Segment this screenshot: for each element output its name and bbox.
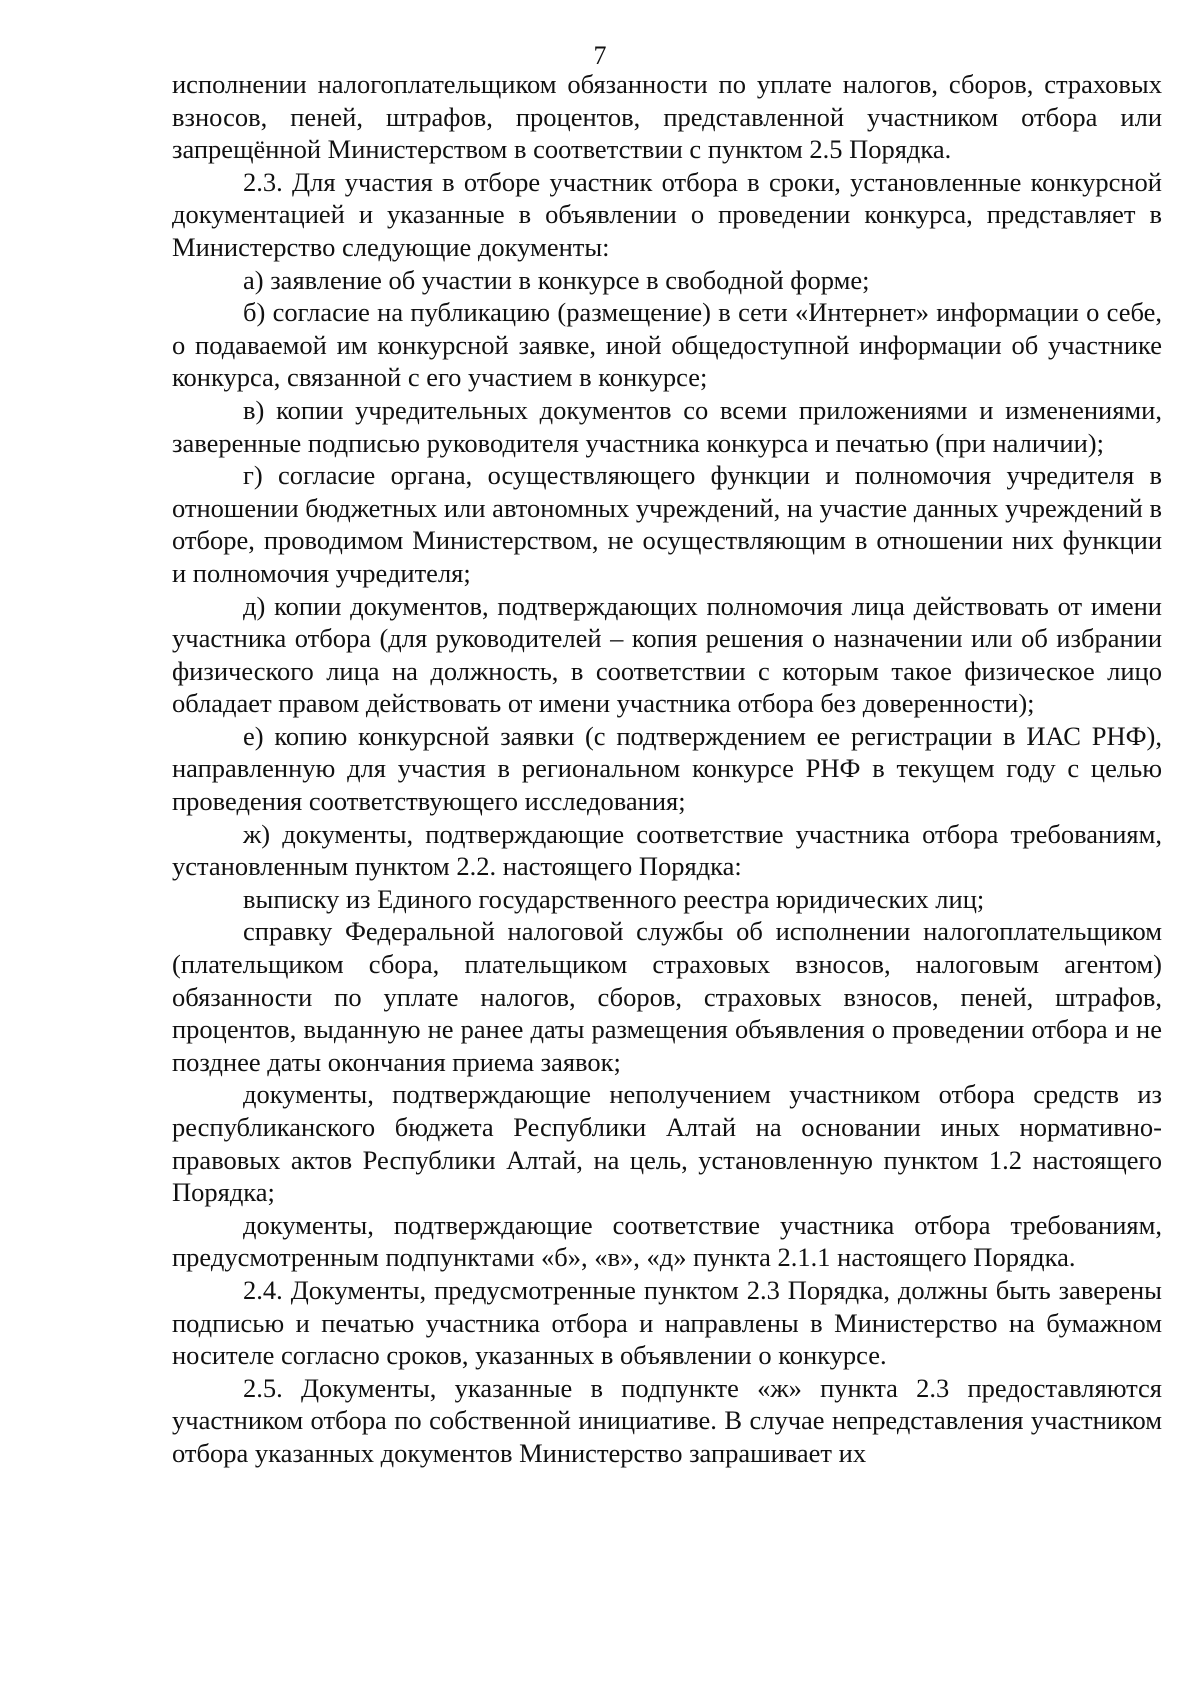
list-item-b: б) согласие на публикацию (размещение) в сети «Интернет» информации о себе, о подаваемой им конкурсной заявке, иной общедоступной информации об участнике конкурса, связанной с его участием в конкурсе;: [172, 297, 1162, 393]
paragraph-2-5: 2.5. Документы, указанные в подпункте «ж» пункта 2.3 предоставляются участником отбора по собственной инициативе. В случае непредставления участником отбора указанных документов Министерство запрашивает их: [172, 1372, 1162, 1468]
list-item-e: е) копию конкурсной заявки (с подтверждением ее регистрации в ИАС РНФ), направленную для участия в региональном конкурсе РНФ в текущем году с целью проведения соответствующего исследования;: [172, 720, 1162, 817]
sub-item-tax-certificate: справку Федеральной налоговой службы об исполнении налогоплательщиком (плательщиком сбора, плательщиком страховых взносов, налоговым агентом) обязанности по уплате налогов, сборов, страховых взносов, пеней, штрафов, процентов, выданную не ранее даты размещения объявления о проведении отбора и не позднее даты окончания приема заявок;: [172, 916, 1162, 1077]
list-item-v: в) копии учредительных документов со всеми приложениями и изменениями, заверенные подписью руководителя участника конкурса и печатью (при наличии);: [172, 394, 1162, 458]
list-item-zh: ж) документы, подтверждающие соответствие участника отбора требованиям, установленным пунктом 2.2. настоящего Порядка:: [172, 818, 1162, 882]
paragraph-2-4: 2.4. Документы, предусмотренные пунктом 2.3 Порядка, должны быть заверены подписью и печатью участника отбора и направлены в Министерство на бумажном носителе согласно сроков, указанных в объявлении о конкурсе.: [172, 1274, 1162, 1371]
document-body: [172, 68, 1162, 1470]
list-item-d: д) копии документов, подтверждающих полномочия лица действовать от имени участника отбора (для руководителей – копия решения о назначении или об избрании физического лица на должность, в соответствии с которым такое физическое лицо обладает правом действовать от имени участника отбора без доверенности);: [172, 590, 1162, 719]
paragraph-continuation: исполнении налогоплательщиком обязанности по уплате налогов, сборов, страховых взносов, пеней, штрафов, процентов, представленной участником отбора или запрещённой Министерством в соответствии с пунктом 2.5 Порядка.: [172, 69, 1162, 165]
list-item-g: г) согласие органа, осуществляющего функции и полномочия учредителя в отношении бюджетных или автономных учреждений, на участие данных учреждений в отборе, проводимом Министерством, не осуществляющим в отношении них функции и полномочия учредителя;: [172, 460, 1162, 588]
page-number: 7: [593, 41, 607, 70]
paragraph-2-3: 2.3. Для участия в отборе участник отбора в сроки, установленные конкурсной документацией и указанные в объявлении о проведении конкурса, представляет в Министерство следующие документы:: [172, 166, 1162, 262]
sub-item-egrul-extract: выписку из Единого государственного реестра юридических лиц;: [243, 883, 985, 914]
sub-item-no-budget-funds: документы, подтверждающие неполучением участником отбора средств из республиканского бюджета Республики Алтай на основании иных нормативно-правовых актов Республики Алтай, на цель, установленную пунктом 1.2 настоящего Порядка;: [172, 1079, 1162, 1208]
sub-item-requirements-compliance: документы, подтверждающие соответствие участника отбора требованиям, предусмотренным подпунктами «б», «в», «д» пункта 2.1.1 настоящего Порядка.: [172, 1209, 1162, 1273]
list-item-a: а) заявление об участии в конкурсе в свободной форме;: [243, 264, 870, 295]
